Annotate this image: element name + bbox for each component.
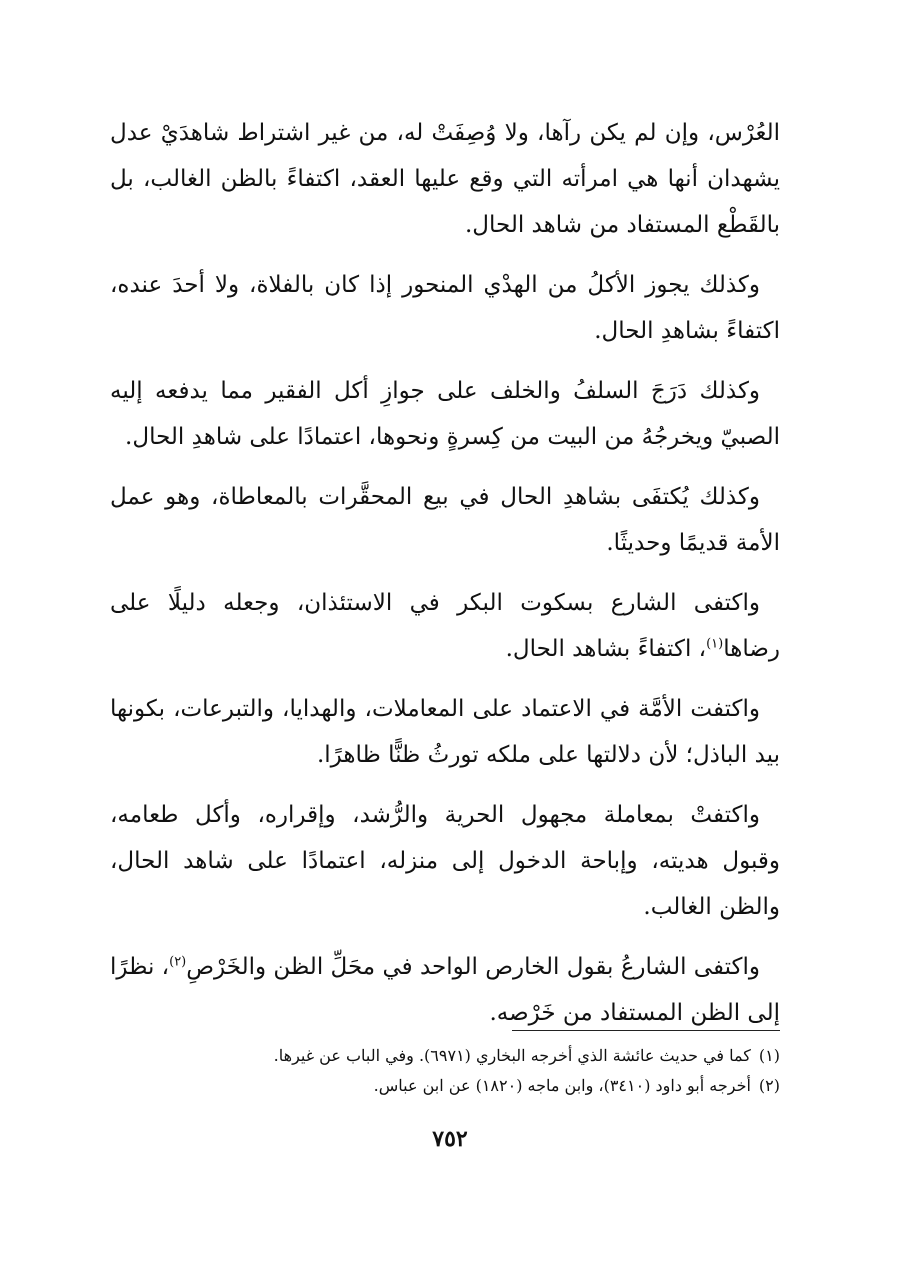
paragraph [110, 474, 780, 566]
paragraph-text: وكذلك يُكتفَى بشاهدِ الحال في بيع المحقَّرات بالمعاطاة، وهو عمل الأمة قديمًا وحديثًا. [110, 484, 780, 556]
footnote-number: (١) [758, 1046, 780, 1065]
paragraph-text: وكذلك دَرَجَ السلفُ والخلف على جوازِ أكل الفقير مما يدفعه إليه الصبيّ ويخرجُهُ من البيت من كِسرةٍ ونحوها، اعتمادًا على شاهدِ الحال. [110, 378, 780, 450]
footnote-text: كما في حديث عائشة الذي أخرجه البخاري (٦٩٧١). وفي الباب عن غيرها. [273, 1046, 751, 1065]
paragraph [110, 110, 780, 248]
main-text [110, 110, 780, 1050]
paragraph [110, 686, 780, 778]
paragraph-text: واكتفى الشارعُ بقول الخارص الواحد في محَلِّ الظن والخَرْصِ [186, 954, 760, 980]
paragraph [110, 944, 780, 1036]
paragraph-text: واكتفتْ بمعاملة مجهول الحرية والرُّشد، وإقراره، وأكل طعامه، وقبول هديته، وإباحة الدخول إلى منزله، اعتمادًا على شاهد الحال، والظن الغالب. [110, 802, 780, 920]
page-number: ٧٥٢ [432, 1126, 468, 1152]
paragraph [110, 792, 780, 930]
paragraph-text: وكذلك يجوز الأكلُ من الهدْي المنحور إذا كان بالفلاة، ولا أحدَ عنده، اكتفاءً بشاهدِ الحال. [110, 272, 780, 344]
paragraph-text: واكتفت الأمَّة في الاعتماد على المعاملات، والهدايا، والتبرعات، بكونها بيد الباذل؛ لأن دلالتها على ملكه تورثُ ظنًّا ظاهرًا. [110, 696, 780, 768]
footnote [110, 1041, 780, 1071]
paragraph-text: العُرْس، وإن لم يكن رآها، ولا وُصِفَتْ له، من غير اشتراط شاهدَيْ عدل يشهدان أنها هي امرأته التي وقع عليها العقد، اكتفاءً بالظن الغالب، بل بالقَطْع المستفاد من شاهد الحال. [110, 120, 780, 238]
paragraph [110, 580, 780, 672]
footnote-reference[interactable]: (١) [706, 636, 724, 652]
paragraph [110, 368, 780, 460]
paragraph-text: واكتفى الشارع بسكوت البكر في الاستئذان، وجعله دليلًا على رضاها [110, 590, 780, 662]
footnote-reference[interactable]: (٢) [169, 954, 187, 970]
paragraph-text-continued: ، اكتفاءً بشاهد الحال. [505, 636, 707, 662]
footnote-number: (٢) [758, 1076, 780, 1095]
footnote-text: أخرجه أبو داود (٣٤١٠)، وابن ماجه (١٨٢٠) عن ابن عباس. [373, 1076, 751, 1095]
footnotes [110, 1041, 780, 1101]
paragraph [110, 262, 780, 354]
paragraph-text-continued: ، نظرًا إلى الظن المستفاد من خَرْصه. [110, 954, 780, 1026]
footnote-divider [512, 1030, 780, 1031]
footnote [110, 1071, 780, 1101]
